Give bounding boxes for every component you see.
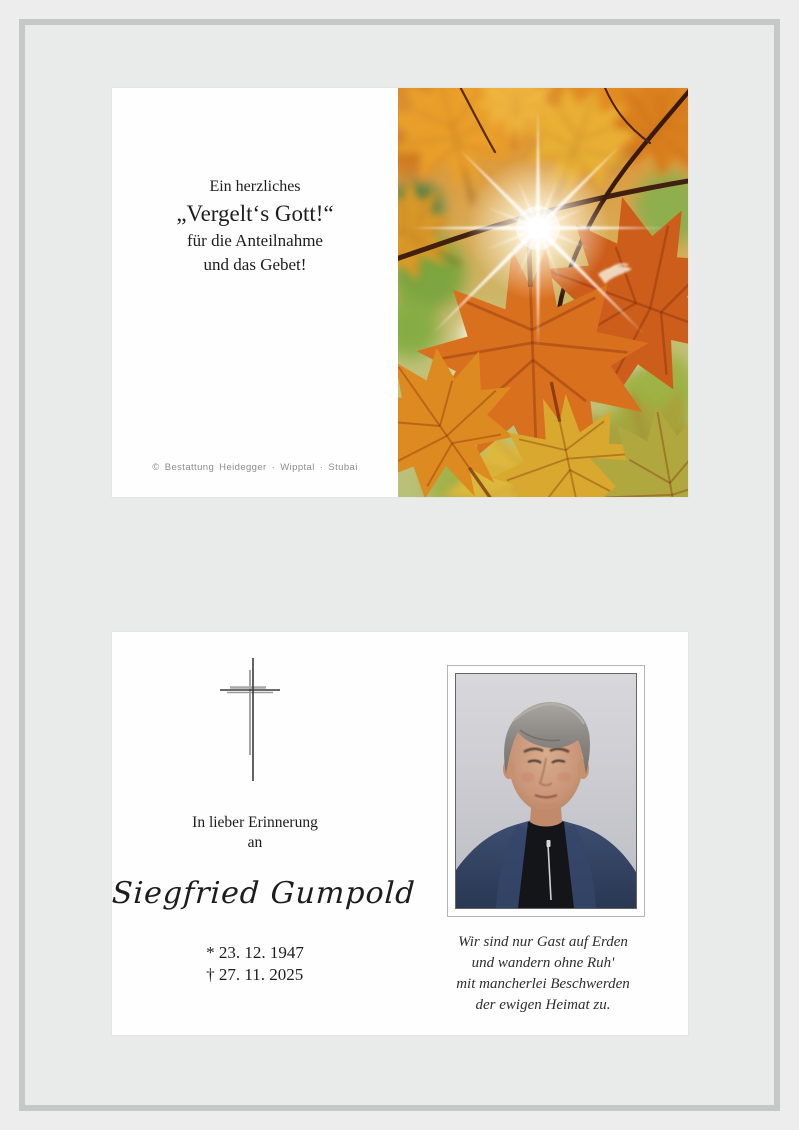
thanks-line: Ein herzliches — [209, 178, 301, 195]
autumn-photo-panel — [398, 88, 688, 497]
autumn-leaves-photo — [398, 88, 688, 497]
death-date: † 27. 11. 2025 — [206, 965, 304, 984]
thanks-text-block — [112, 174, 398, 276]
verse-line: mit mancherlei Beschwerden — [456, 976, 630, 992]
thankyou-card — [112, 88, 688, 497]
intro-line: an — [247, 834, 263, 851]
portrait-photo-frame — [447, 665, 645, 917]
thanks-line-quote: „Vergelt‘s Gott!“ — [176, 201, 334, 226]
portrait-panel — [398, 632, 688, 1035]
thanks-line: für die Anteilnahme — [187, 231, 323, 250]
funeral-home-credit: © Bestattung Heidegger · Wipptal · Stubai — [152, 462, 358, 473]
memorial-verse — [398, 932, 688, 1016]
thankyou-text-panel — [112, 88, 398, 497]
intro-line: In lieber Erinnerung — [192, 814, 318, 831]
memorial-text-panel — [111, 632, 417, 1035]
thanks-line: und das Gebet! — [203, 255, 307, 274]
verse-line: Wir sind nur Gast auf Erden — [458, 934, 628, 950]
portrait-photo — [456, 674, 636, 908]
memorial-card — [112, 632, 688, 1035]
verse-line: der ewigen Heimat zu. — [475, 997, 611, 1013]
birth-date: * 23. 12. 1947 — [206, 943, 304, 962]
deceased-name: Siegfried Gumpold — [111, 876, 417, 911]
cross-icon — [193, 652, 313, 797]
verse-line: und wandern ohne Ruh' — [471, 955, 615, 971]
life-dates — [112, 942, 398, 986]
memorial-intro — [112, 813, 398, 853]
